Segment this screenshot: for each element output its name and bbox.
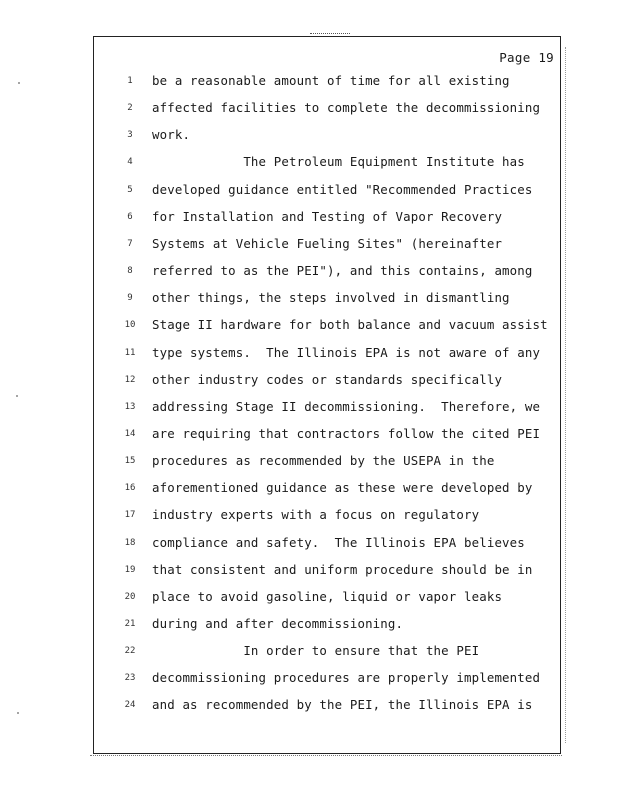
transcript-line (0, 73, 618, 91)
transcript-line (0, 290, 618, 308)
transcript-line (0, 182, 618, 200)
line-number: 15 (124, 456, 136, 467)
transcript-line (0, 589, 618, 607)
transcript-line (0, 426, 618, 444)
line-text: industry experts with a focus on regulatory (152, 507, 480, 523)
line-number: 14 (124, 428, 136, 439)
line-text: and as recommended by the PEI, the Illinois EPA is (152, 697, 533, 713)
line-number: 11 (124, 347, 136, 358)
bottom-scan-rule (90, 755, 562, 756)
line-number: 3 (127, 130, 133, 141)
line-text: The Petroleum Equipment Institute has (152, 154, 525, 170)
line-number: 16 (124, 483, 136, 494)
line-number: 7 (127, 238, 133, 249)
line-text: during and after decommissioning. (152, 616, 404, 631)
line-text: that consistent and uniform procedure should be in (152, 561, 533, 577)
transcript-line (0, 399, 618, 417)
line-number: 22 (124, 646, 136, 657)
transcript-line (0, 480, 618, 498)
line-text: place to avoid gasoline, liquid or vapor leaks (152, 588, 503, 604)
transcript-line (0, 209, 618, 227)
line-number: 13 (124, 401, 136, 412)
line-text: Systems at Vehicle Fueling Sites" (hereinafter (152, 235, 503, 251)
transcript-line (0, 372, 618, 390)
line-number: 9 (127, 293, 133, 304)
line-number: 6 (127, 211, 133, 222)
line-text: referred to as the PEI"), and this contains, among (152, 263, 533, 279)
line-number: 5 (127, 184, 133, 195)
line-text: addressing Stage II decommissioning. Therefore, we (152, 398, 541, 414)
transcript-line (0, 643, 618, 661)
transcript-line (0, 263, 618, 281)
line-text: for Installation and Testing of Vapor Recovery (152, 208, 503, 224)
line-number: 18 (124, 537, 136, 548)
line-text: Stage II hardware for both balance and vacuum assist (152, 317, 548, 333)
line-text: In order to ensure that the PEI (152, 643, 480, 659)
line-number: 20 (124, 591, 136, 602)
line-number: 10 (124, 320, 136, 331)
transcript-line (0, 670, 618, 688)
transcript-line (0, 154, 618, 172)
line-text: are requiring that contractors follow the cited PEI (152, 425, 541, 441)
transcript-line (0, 616, 618, 634)
line-number: 4 (127, 157, 133, 168)
line-text: work. (152, 127, 191, 143)
transcript-line (0, 697, 618, 715)
transcript-line (0, 507, 618, 525)
transcript-line (0, 100, 618, 118)
transcript-line (0, 562, 618, 580)
line-text: type systems. The Illinois EPA is not aware of any (152, 344, 541, 360)
line-number: 19 (124, 564, 136, 575)
line-number: 1 (127, 76, 133, 86)
line-text: developed guidance entitled "Recommended Practices (152, 181, 533, 197)
line-number: 21 (124, 619, 136, 629)
line-text: be a reasonable amount of time for all existing (152, 73, 510, 88)
line-text: decommissioning procedures are properly implemented (152, 670, 541, 686)
transcript-line (0, 345, 618, 363)
page-number: Page 19 (499, 50, 554, 65)
line-number: 24 (124, 700, 136, 711)
line-text: other things, the steps involved in dismantling (152, 290, 510, 306)
line-text: compliance and safety. The Illinois EPA believes (152, 534, 525, 550)
line-number: 23 (124, 673, 136, 684)
line-text: aforementioned guidance as these were developed by (152, 480, 533, 496)
line-text: affected facilities to complete the decommissioning (152, 100, 541, 116)
line-number: 2 (127, 103, 133, 114)
transcript-line (0, 317, 618, 335)
line-number: 17 (124, 510, 136, 521)
transcript-line (0, 453, 618, 471)
line-text: other industry codes or standards specifically (152, 371, 503, 387)
scan-speck (16, 395, 18, 397)
transcript-line (0, 535, 618, 553)
transcript-line (0, 127, 618, 145)
line-number: 8 (127, 266, 133, 277)
line-number: 12 (124, 374, 136, 385)
transcript-line (0, 236, 618, 254)
line-text: procedures as recommended by the USEPA in the (152, 453, 495, 469)
